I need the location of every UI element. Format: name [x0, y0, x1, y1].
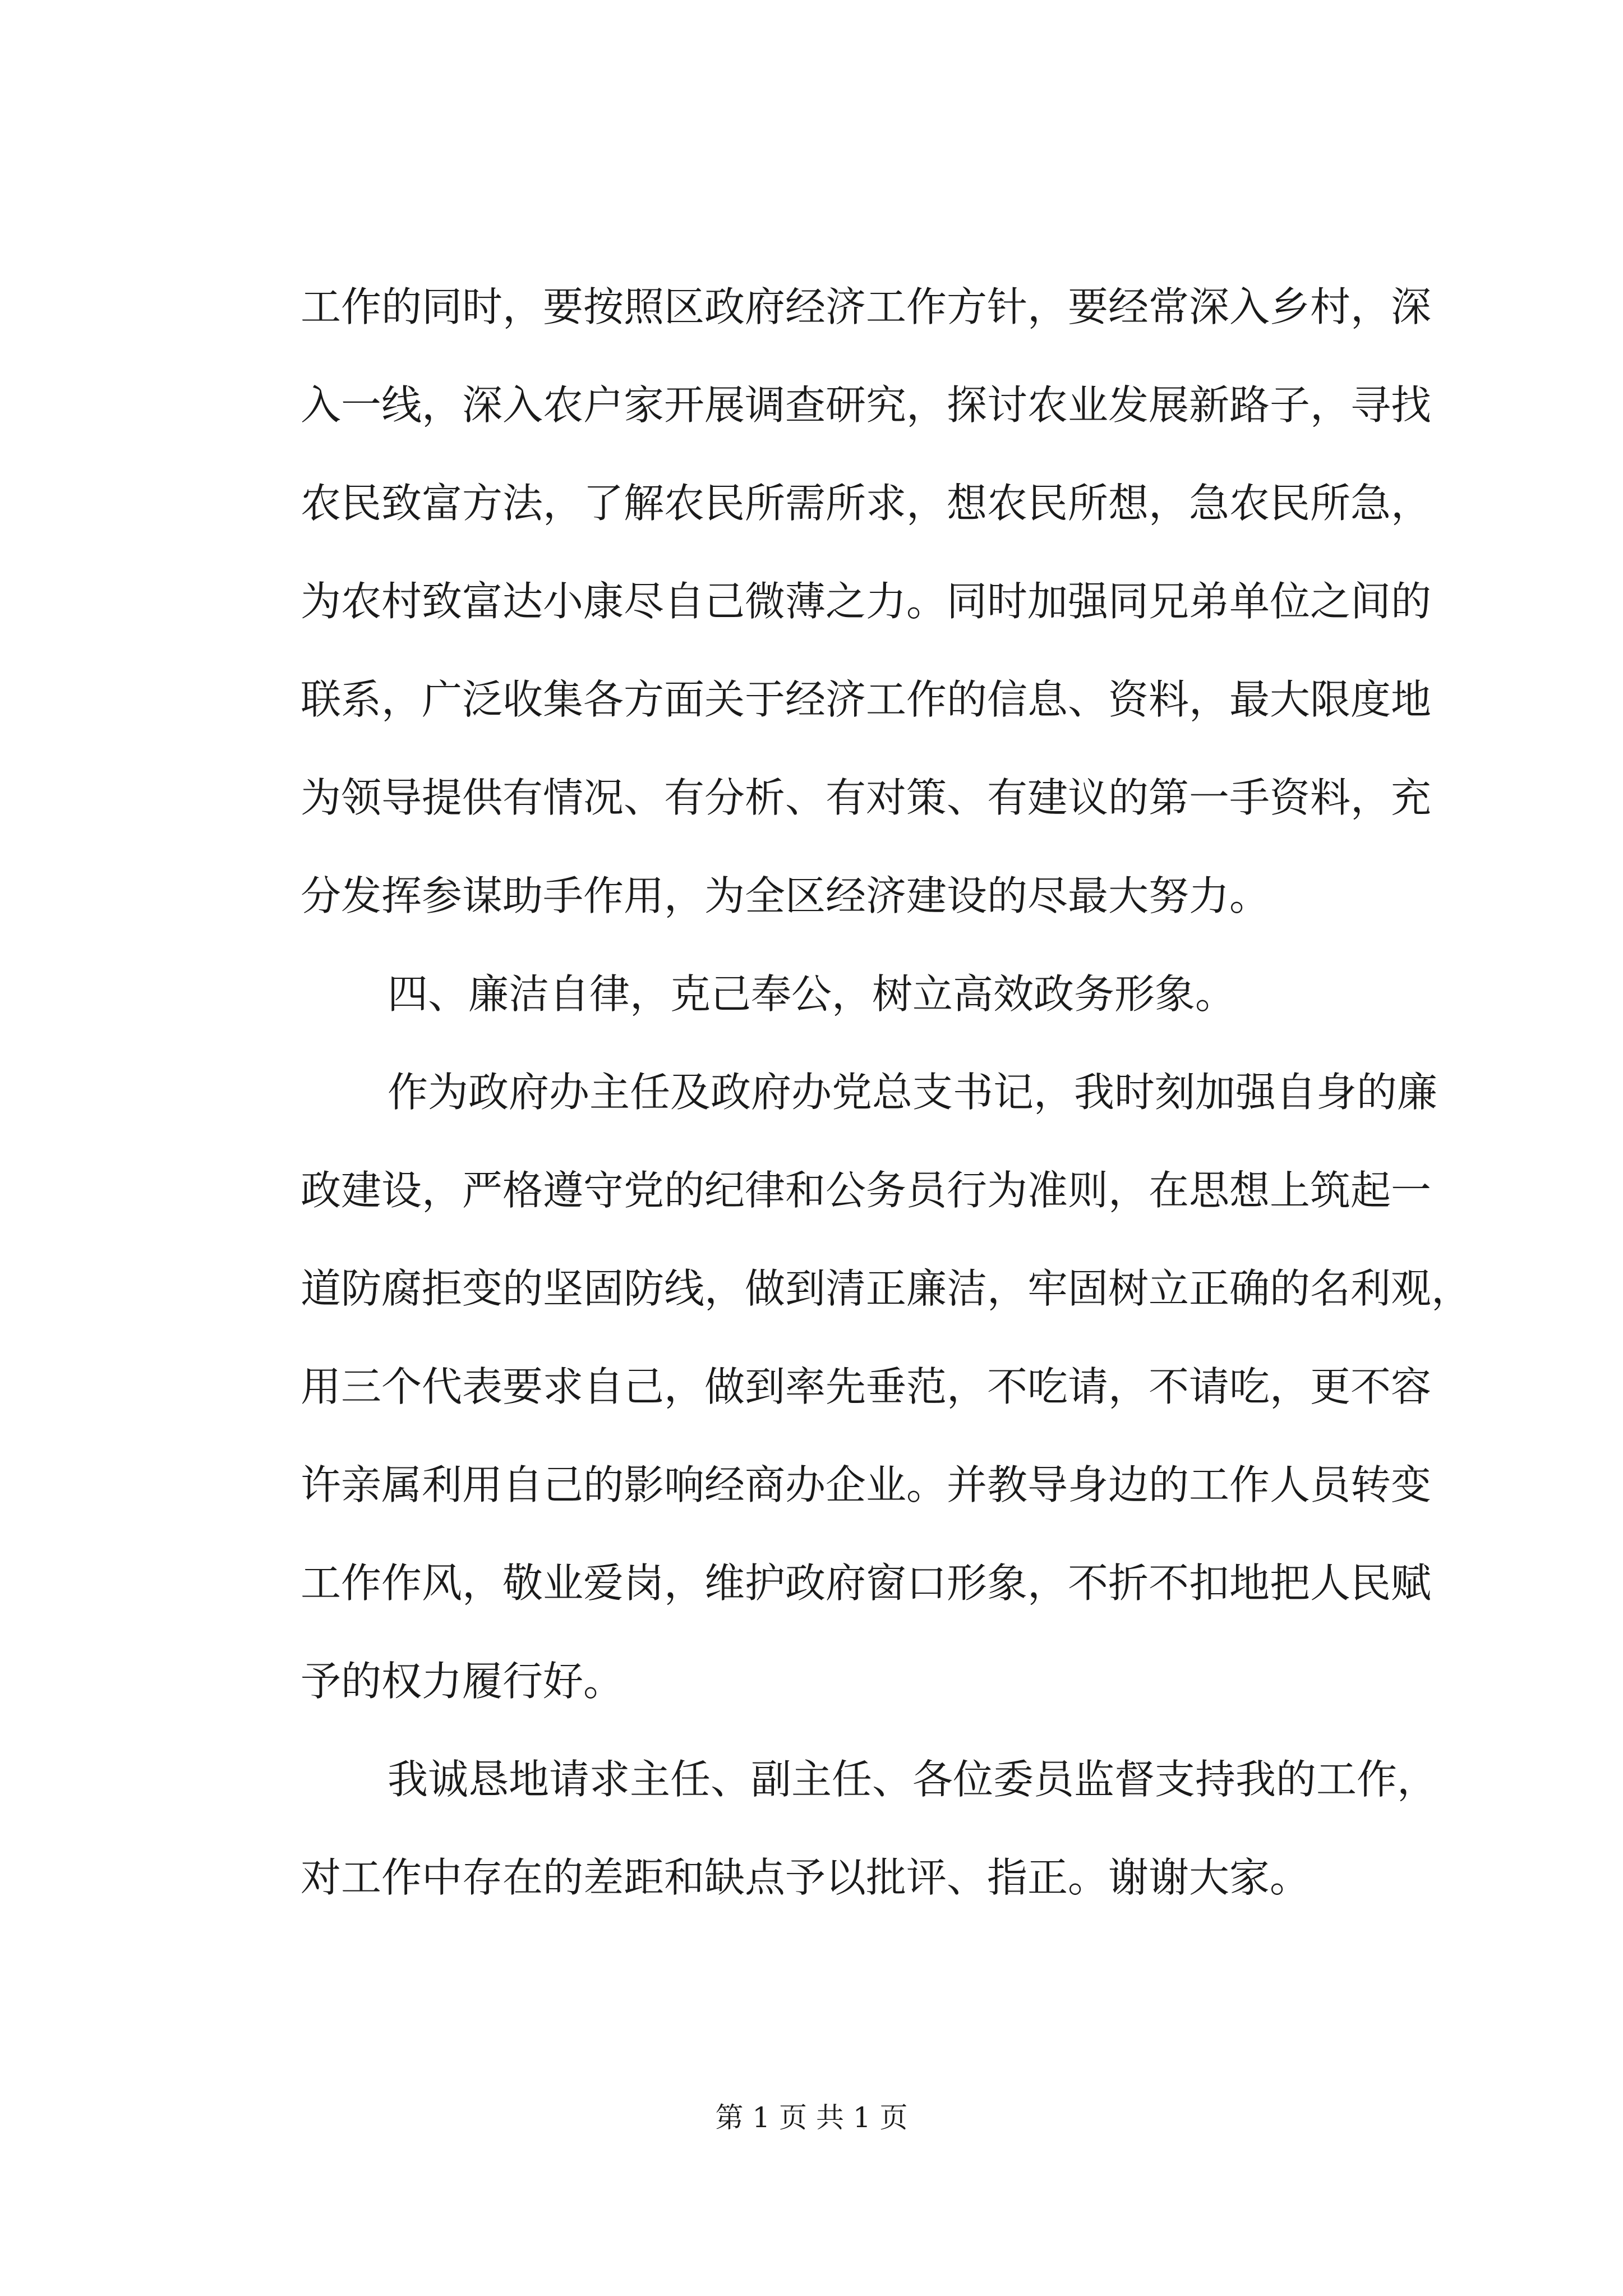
text-line: 工作作风，敬业爱岗，维护政府窗口形象，不折不扣地把人民赋 [301, 1559, 1432, 1607]
text-line: 农民致富方法，了解农民所需所求，想农民所想，急农民所急， [301, 480, 1432, 527]
document-body [301, 258, 1472, 1927]
text-line: 我诚恳地请求主任、副主任、各位委员监督支持我的工作， [388, 1756, 1438, 1803]
paragraph-closing [301, 1731, 1438, 1927]
text-line: 道防腐拒变的坚固防线，做到清正廉洁，牢固树立正确的名利观， [301, 1265, 1472, 1312]
text-line: 对工作中存在的差距和缺点予以批评、指正。谢谢大家。 [301, 1854, 1311, 1901]
text-line: 为农村致富达小康尽自己微薄之力。同时加强同兄弟单位之间的 [301, 578, 1432, 625]
text-line: 联系，广泛收集各方面关于经济工作的信息、资料，最大限度地 [301, 676, 1432, 723]
text-line: 工作的同时，要按照区政府经济工作方针，要经常深入乡村，深 [301, 283, 1432, 330]
text-line: 予的权力履行好。 [301, 1658, 624, 1705]
text-line: 用三个代表要求自己，做到率先垂范，不吃请，不请吃，更不容 [301, 1363, 1432, 1410]
text-line: 许亲属利用自己的影响经商办企业。并教导身边的工作人员转变 [301, 1461, 1432, 1508]
text-line: 作为政府办主任及政府办党总支书记，我时刻加强自身的廉 [388, 1069, 1438, 1116]
text-line: 为领导提供有情况、有分析、有对策、有建议的第一手资料，充 [301, 774, 1432, 821]
paragraph-economic-work [301, 258, 1432, 945]
paragraph-integrity [301, 1043, 1472, 1731]
page-number-footer: 第 1 页 共 1 页 [715, 2101, 908, 2134]
text-line: 政建设，严格遵守党的纪律和公务员行为准则，在思想上筑起一 [301, 1167, 1432, 1214]
text-line: 分发挥参谋助手作用，为全区经济建设的尽最大努力。 [301, 872, 1270, 919]
text-line: 入一线，深入农户家开展调查研究，探讨农业发展新路子，寻找 [301, 381, 1432, 429]
section-heading: 四、廉洁自律，克己奉公，树立高效政务形象。 [388, 970, 1236, 1018]
